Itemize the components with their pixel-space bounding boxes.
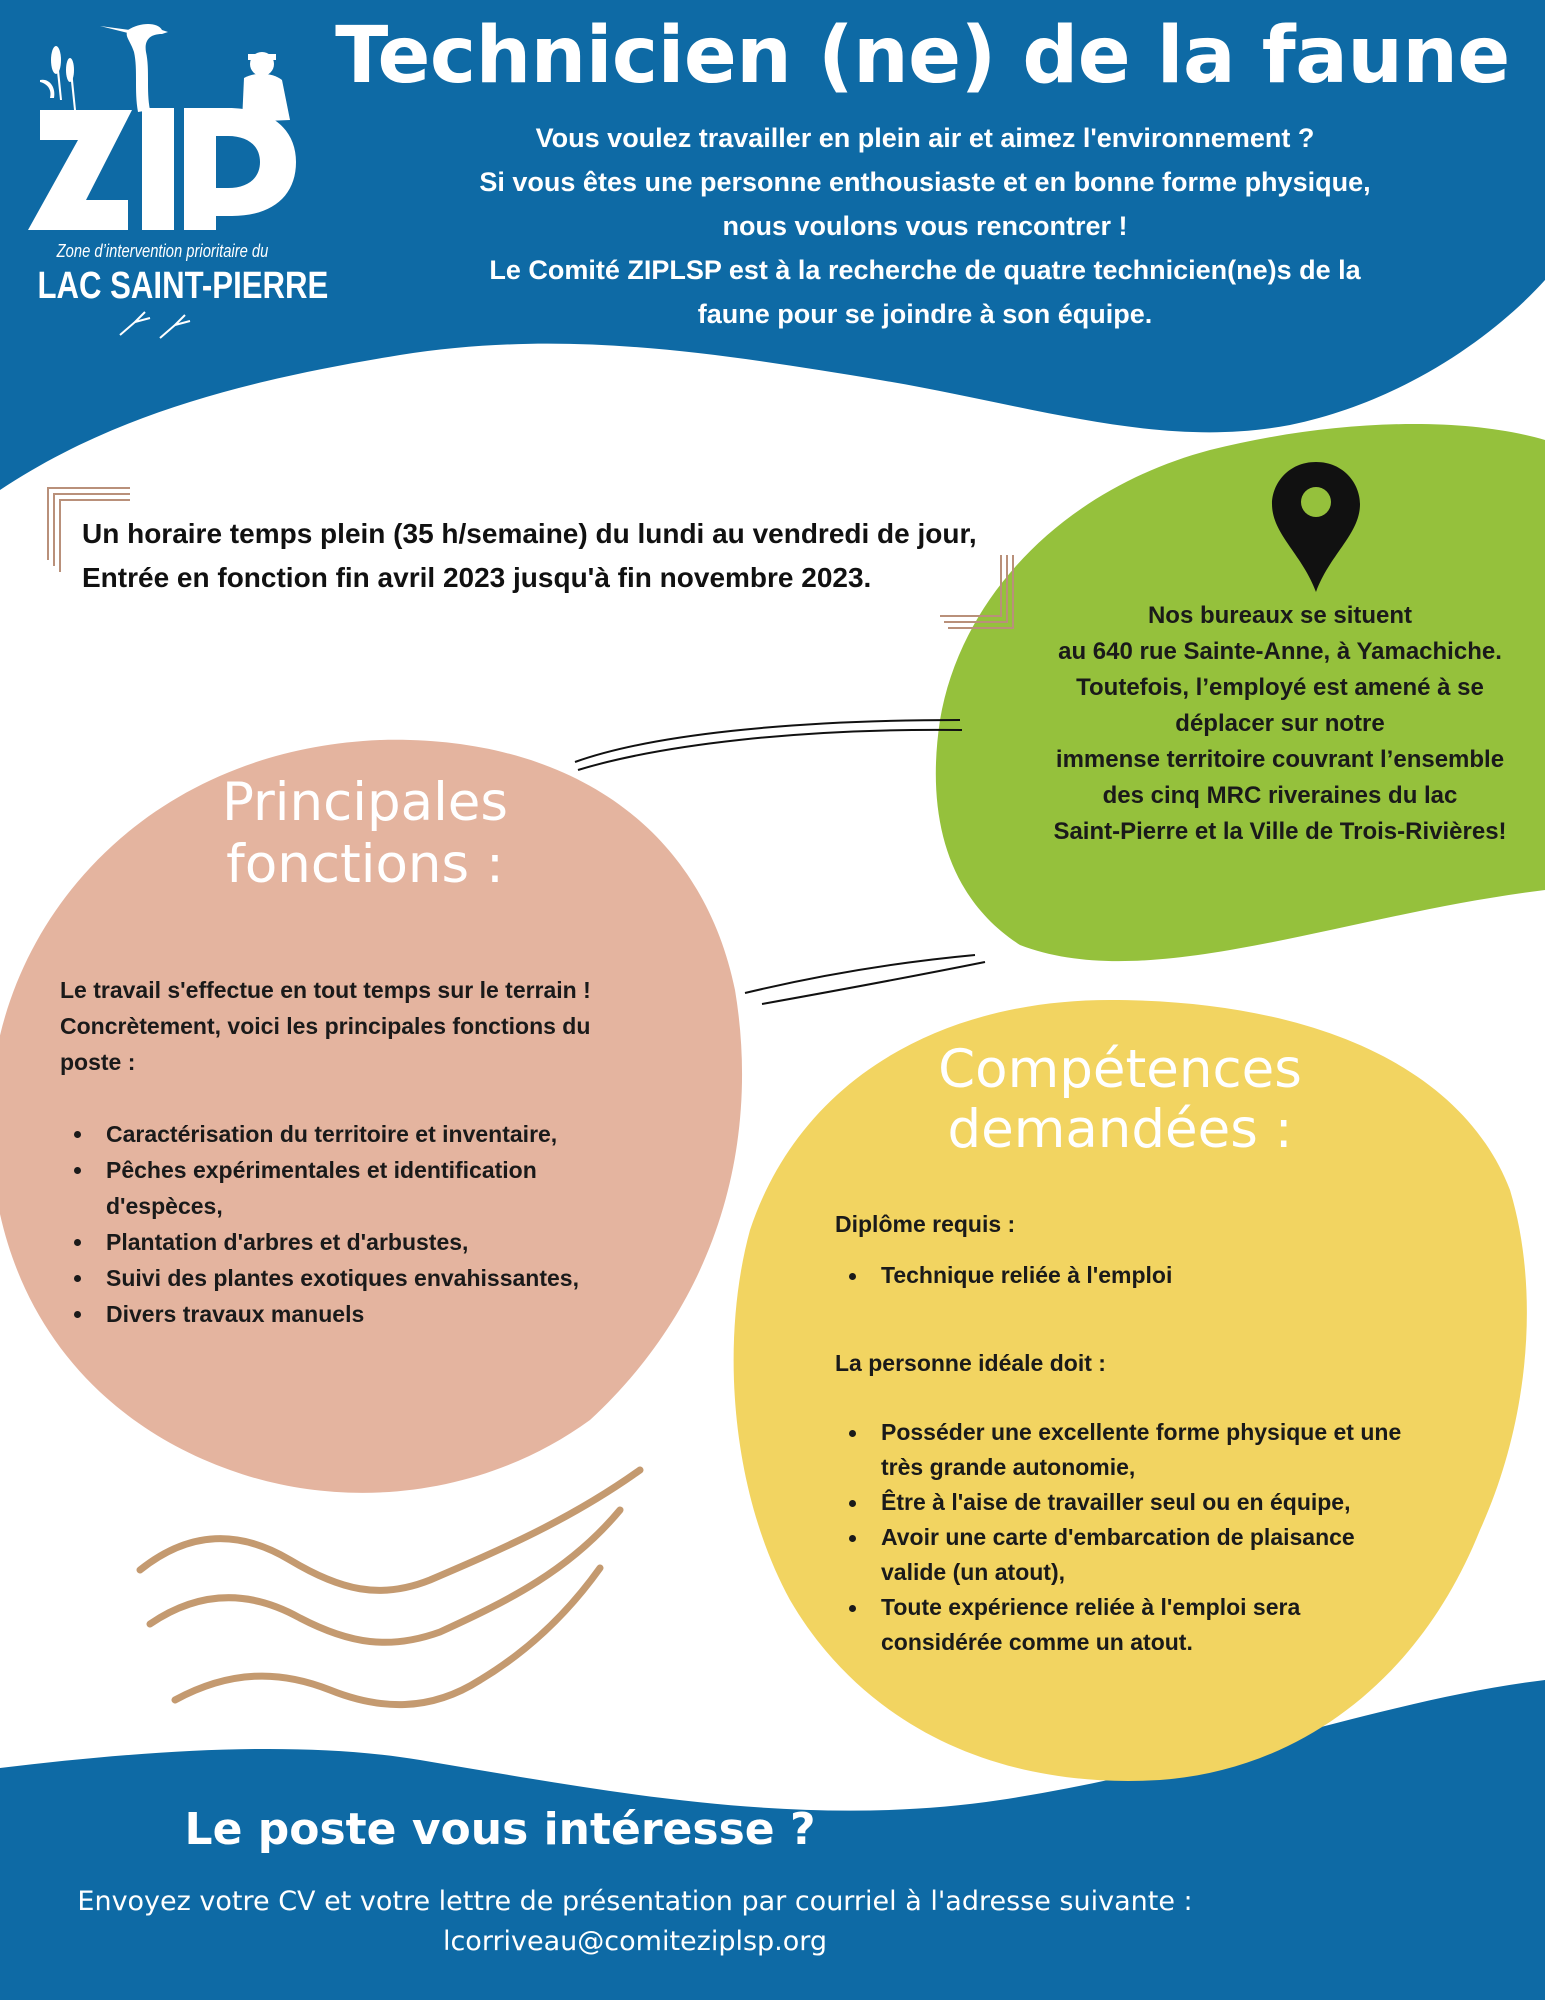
list-item — [60, 1224, 740, 1260]
schedule-line: Un horaire temps plein (35 h/semaine) du lundi au vendredi de jour, — [82, 518, 977, 549]
intro-text — [390, 116, 1460, 336]
location-line: au 640 rue Sainte-Anne, à Yamachiche. — [1058, 638, 1502, 665]
logo-name: LAC SAINT-PIERRE — [37, 265, 329, 307]
fonctions-intro-line: Le travail s'effectue en tout temps sur le terrain ! — [60, 977, 591, 1003]
ideal-label: La personne idéale doit : — [835, 1350, 1106, 1376]
diploma-list — [835, 1258, 1515, 1293]
list-item — [835, 1415, 1515, 1485]
list-item — [835, 1520, 1515, 1590]
list-item-text: Caractérisation du territoire et inventaire, — [106, 1121, 558, 1147]
ideal-list — [835, 1415, 1515, 1660]
competences-heading — [830, 1040, 1410, 1160]
competences-heading-line: Compétences — [938, 1039, 1302, 1100]
fonctions-list — [60, 1116, 740, 1332]
competences-body — [835, 1207, 1515, 1660]
fonctions-intro-line: poste : — [60, 1049, 136, 1075]
location-line: Saint-Pierre et la Ville de Trois-Rivières! — [1053, 818, 1507, 845]
location-line: Nos bureaux se situent — [1147, 602, 1413, 629]
schedule-text — [82, 512, 1082, 600]
list-item-text: Être à l'aise de travailler seul ou en équipe, — [881, 1489, 1351, 1515]
list-item-text: très grande autonomie, — [881, 1454, 1136, 1480]
list-item — [60, 1296, 740, 1332]
list-item-text: Technique reliée à l'emploi — [881, 1262, 1173, 1288]
footer-heading: Le poste vous intéresse ? — [184, 1804, 816, 1855]
footer-instructions: Envoyez votre CV et votre lettre de présentation par courriel à l'adresse suivante : — [77, 1886, 1193, 1917]
location-line: des cinq MRC riveraines du lac — [1102, 782, 1458, 809]
list-item-text: Divers travaux manuels — [106, 1301, 365, 1327]
list-item-text: Plantation d'arbres et d'arbustes, — [106, 1229, 469, 1255]
list-item-text: Pêches expérimentales et identification — [106, 1157, 537, 1183]
list-item-text: Posséder une excellente forme physique et une — [881, 1419, 1402, 1445]
fonctions-body — [60, 972, 740, 1332]
diploma-label: Diplôme requis : — [835, 1211, 1016, 1237]
list-item — [835, 1590, 1515, 1660]
schedule-line: Entrée en fonction fin avril 2023 jusqu'à fin novembre 2023. — [82, 562, 872, 593]
connector-line — [578, 730, 962, 770]
fonctions-heading-line: Principales — [221, 772, 509, 833]
list-item — [835, 1485, 1515, 1520]
intro-line: Vous voulez travailler en plein air et aimez l'environnement ? — [535, 123, 1315, 153]
connector-line — [745, 955, 975, 993]
list-item-text: valide (un atout), — [881, 1559, 1065, 1585]
list-item — [60, 1152, 740, 1224]
footer-text — [20, 1882, 1250, 1962]
list-item-text: Suivi des plantes exotiques envahissantes, — [106, 1265, 579, 1291]
list-item-text: Avoir une carte d'embarcation de plaisance — [881, 1524, 1355, 1550]
location-line: immense territoire couvrant l’ensemble — [1055, 746, 1505, 773]
logo-subtitle: Zone d’intervention prioritaire du — [56, 241, 269, 261]
competences-heading-line: demandées : — [947, 1099, 1293, 1160]
fonctions-intro-line: Concrètement, voici les principales fonctions du — [60, 1013, 591, 1039]
list-item — [60, 1116, 740, 1152]
intro-line: Le Comité ZIPLSP est à la recherche de quatre technicien(ne)s de la — [489, 255, 1361, 285]
fonctions-heading-line: fonctions : — [226, 834, 504, 895]
list-item — [60, 1260, 740, 1296]
page-title: Technicien (ne) de la faune — [335, 11, 1510, 101]
list-item-text: considérée comme un atout. — [881, 1629, 1193, 1655]
list-item-text: d'espèces, — [106, 1193, 223, 1219]
location-text — [1000, 598, 1545, 850]
fonctions-heading — [90, 772, 640, 896]
list-item-text: Toute expérience reliée à l'emploi sera — [881, 1594, 1301, 1620]
location-line: déplacer sur notre — [1175, 710, 1385, 737]
intro-line: nous voulons vous rencontrer ! — [722, 211, 1128, 241]
location-line: Toutefois, l’employé est amené à se — [1076, 674, 1484, 701]
intro-line: faune pour se joindre à son équipe. — [697, 299, 1153, 329]
intro-line: Si vous êtes une personne enthousiaste et en bonne forme physique, — [479, 167, 1371, 197]
contact-email[interactable]: lcorriveau@comiteziplsp.org — [442, 1926, 828, 1957]
list-item — [835, 1258, 1515, 1293]
